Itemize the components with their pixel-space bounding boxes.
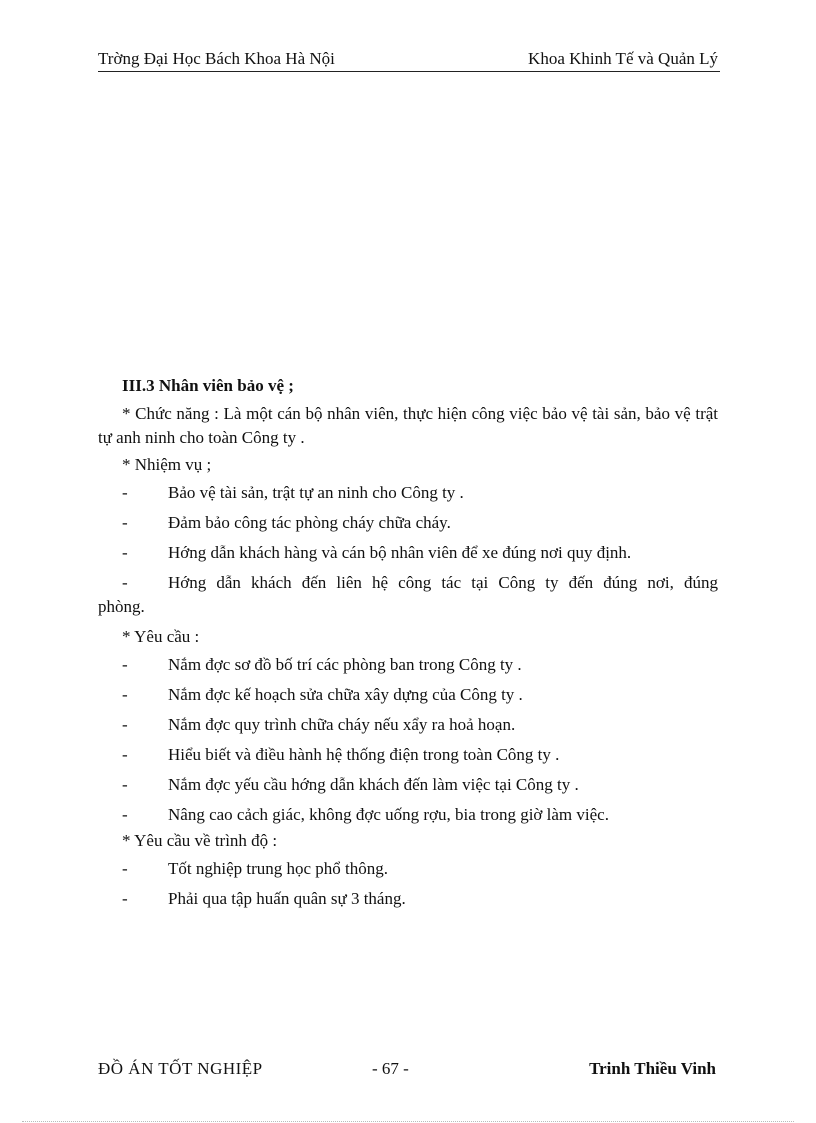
duties-label: * Nhiệm vụ ; bbox=[122, 455, 212, 474]
list-item-text: Bảo vệ tài sản, trật tự an ninh cho Công ty . bbox=[168, 483, 464, 502]
bullet-dash: - bbox=[122, 889, 128, 908]
bullet-dash: - bbox=[122, 483, 128, 502]
list-item bbox=[98, 773, 718, 797]
footer-divider bbox=[22, 1121, 794, 1122]
list-item-text: Nắm đợc sơ đồ bố trí các phòng ban trong Công ty . bbox=[168, 655, 522, 674]
list-item bbox=[98, 857, 718, 881]
education-list bbox=[98, 857, 718, 911]
list-item-text-continued: phòng. bbox=[98, 597, 145, 616]
header-faculty: Khoa Khinh Tế và Quản Lý bbox=[528, 49, 718, 68]
function-paragraph: * Chức năng : Là một cán bộ nhân viên, thực hiện công việc bảo vệ tài sản, bảo vệ trật tự anh ninh cho toàn Công ty . bbox=[98, 404, 718, 447]
list-item bbox=[98, 571, 718, 619]
list-item-text: Nắm đợc yếu cầu hớng dẫn khách đến làm việc tại Công ty . bbox=[168, 775, 579, 794]
requirements-label: * Yêu cầu : bbox=[122, 627, 200, 646]
list-item-text: Nâng cao cảch giác, không đợc uống rợu, bia trong giờ làm việc. bbox=[168, 805, 609, 824]
list-item bbox=[98, 481, 718, 505]
list-item-text: Hớng dẫn khách hàng và cán bộ nhân viên để xe đúng nơi quy định. bbox=[168, 543, 632, 562]
list-item bbox=[98, 803, 718, 827]
bullet-dash: - bbox=[122, 655, 128, 674]
page-footer bbox=[98, 1057, 718, 1081]
list-item-text: Hớng dẫn khách đến liên hệ công tác tại Công ty đến đúng nơi, đúng bbox=[168, 573, 718, 592]
section-title: III.3 Nhân viên bảo vệ ; bbox=[122, 376, 294, 395]
list-item-text: Tốt nghiệp trung học phổ thông. bbox=[168, 859, 389, 878]
duties-list bbox=[98, 481, 718, 619]
list-item bbox=[98, 713, 718, 737]
header-university: Trờng Đại Học Bách Khoa Hà Nội bbox=[98, 49, 335, 68]
list-item-text: Nắm đợc quy trình chữa cháy nếu xẩy ra hoả hoạn. bbox=[168, 715, 516, 734]
bullet-dash: - bbox=[122, 715, 128, 734]
page-header bbox=[98, 47, 720, 72]
page-number: - 67 - bbox=[372, 1059, 409, 1078]
list-item-text: Đảm bảo công tác phòng cháy chữa cháy. bbox=[168, 513, 451, 532]
requirements-list bbox=[98, 653, 718, 827]
education-label: * Yêu cầu về trình độ : bbox=[122, 831, 278, 850]
list-item-text: Phải qua tập huấn quân sự 3 tháng. bbox=[168, 889, 406, 908]
bullet-dash: - bbox=[122, 805, 128, 824]
bullet-dash: - bbox=[122, 859, 128, 878]
bullet-dash: - bbox=[122, 775, 128, 794]
footer-author: Trinh Thiều Vinh bbox=[589, 1059, 716, 1078]
list-item bbox=[98, 511, 718, 535]
list-item-text: Nắm đợc kế hoạch sửa chữa xây dựng của Công ty . bbox=[168, 685, 523, 704]
list-item-text: Hiểu biết và điều hành hệ thống điện trong toàn Công ty . bbox=[168, 745, 560, 764]
bullet-dash: - bbox=[122, 745, 128, 764]
list-item bbox=[98, 887, 718, 911]
bullet-dash: - bbox=[122, 543, 128, 562]
list-item bbox=[98, 683, 718, 707]
list-item bbox=[98, 541, 718, 565]
document-body bbox=[98, 374, 718, 917]
list-item bbox=[98, 653, 718, 677]
bullet-dash: - bbox=[122, 685, 128, 704]
bullet-dash: - bbox=[122, 573, 128, 592]
footer-document-type: ĐỒ ÁN TỐT NGHIỆP bbox=[98, 1059, 263, 1078]
list-item bbox=[98, 743, 718, 767]
bullet-dash: - bbox=[122, 513, 128, 532]
